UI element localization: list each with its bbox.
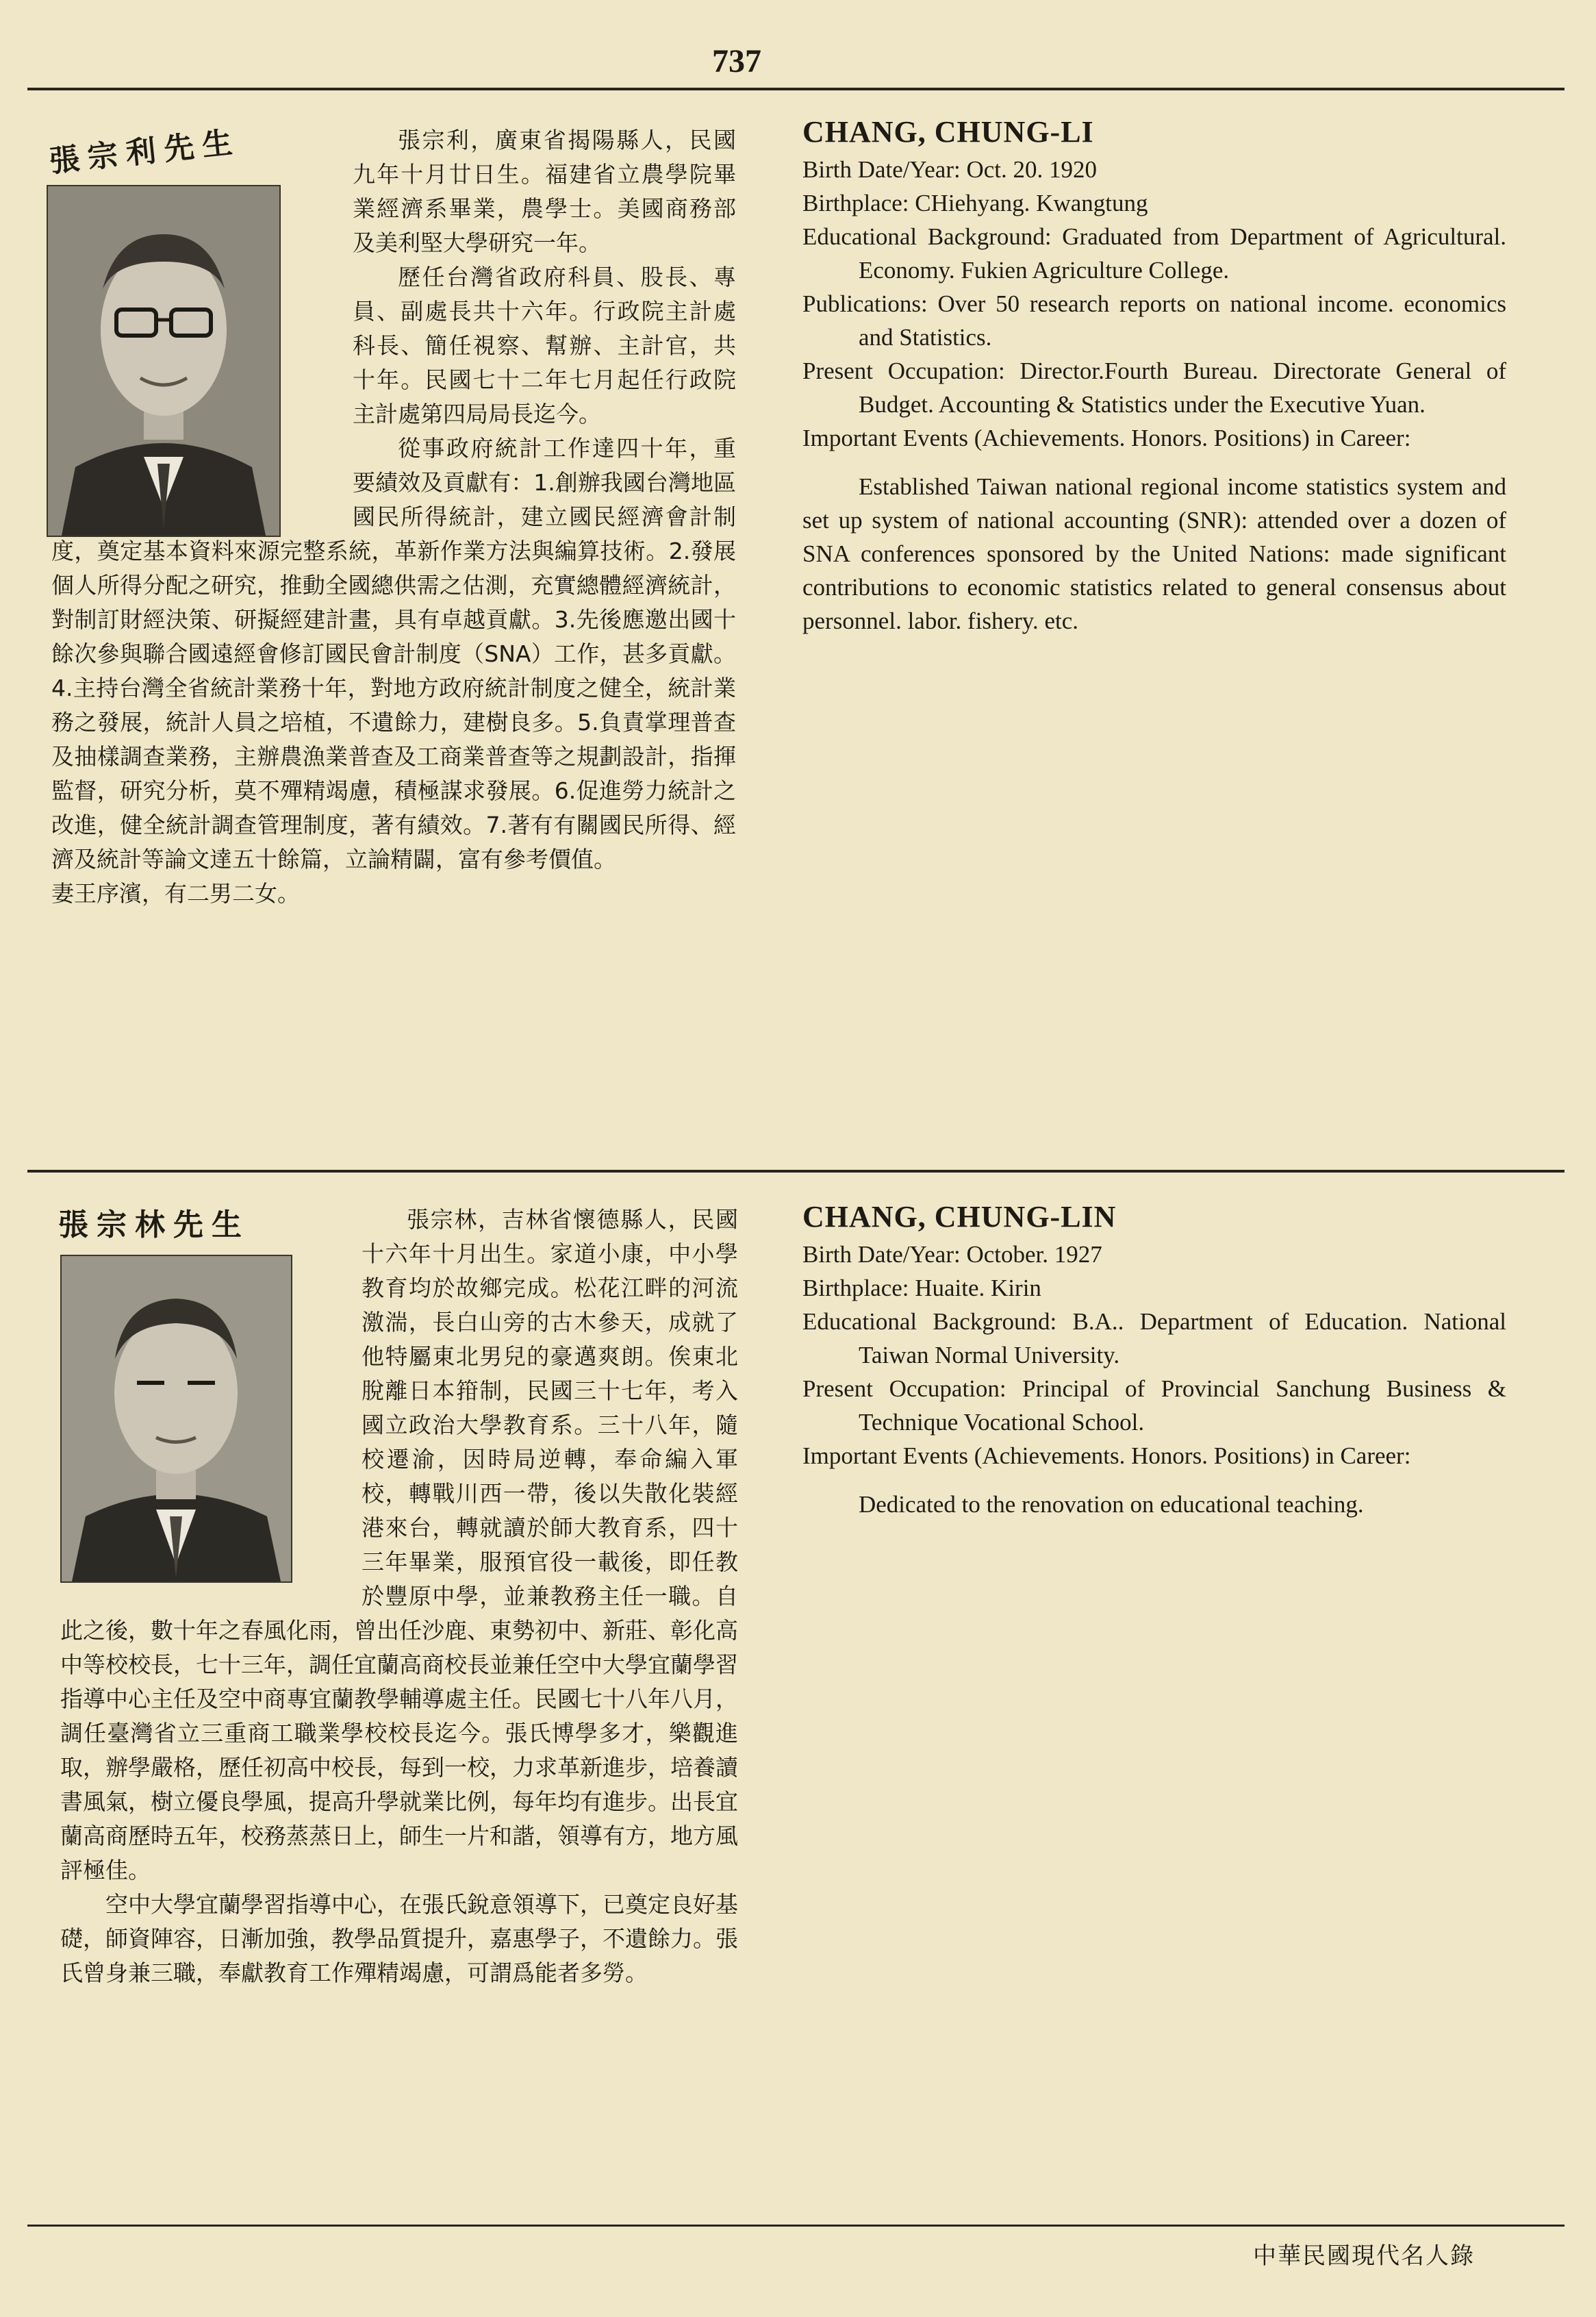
present-occupation: Present Occupation: Principal of Provincial Sanchung Business & Technique Vocational School. [802, 1375, 1506, 1436]
important-events-label: Important Events (Achievements. Honors. Positions) in Career: [802, 425, 1411, 451]
birthplace: Birthplace: CHiehyang. Kwangtung [802, 190, 1148, 216]
footer-rule [27, 2225, 1565, 2227]
biography-entry [0, 1173, 1596, 2220]
english-name-heading: CHANG, CHUNG-LIN [802, 1200, 1117, 1233]
education: Educational Background: Graduated from Department of Agricultural. Economy. Fukien Agriculture College. [802, 223, 1506, 284]
portrait-image [62, 1256, 291, 1581]
chinese-paragraph: 歷任台灣省政府科員、股長、專員、副處長共十六年。行政院主計處科長、簡任視察、幫辦、主計官，共十年。民國七十二年七月起任行政院主計處第四局局長迄今。 [353, 264, 736, 427]
education: Educational Background: B.A.. Department of Education. National Taiwan Normal University. [802, 1308, 1506, 1368]
present-occupation: Present Occupation: Director.Fourth Bureau. Directorate General of Budget. Accounting & Statistics under the Executive Yuan. [802, 358, 1506, 418]
portrait-photo [47, 185, 281, 537]
chinese-paragraph: 張宗林，吉林省懷德縣人，民國十六年十月出生。家道小康，中小學教育均於故鄉完成。松花江畔的河流激湍，長白山旁的古木參天，成就了他特屬東北男兒的豪邁爽朗。俟東北脫離日本箝制，民國三十七年，考入國立政治大學教育系。三十八年，隨校遷渝，因時局逆轉，奉命編入軍校，轉戰川西一帶，後以失散化裝經港來台，轉就讀於師大教育系，四十三年畢業，服預官役一載後，即任教於豐原中學，並兼教務主任一職。自此之後，數十年之春風化雨，曾出任沙鹿、東勢初中、新莊、彰化高中等校校長，七十三年，調任宜蘭高商校長並兼任空中大學宜蘭學習指導中心主任及空中商專宜蘭教學輔導處主任。民國七十八年八月，調任臺灣省立三重商工職業學校校長迄今。張氏博學多才，樂觀進取，辦學嚴格，歷任初高中校長，每到一校，力求革新進步，培養讀書風氣，樹立優良學風，提高升學就業比例，每年均有進步。出長宜蘭高商歷時五年，校務蒸蒸日上，師生一片和諧，領導有方，地方風評極佳。 [60, 1206, 738, 1883]
portrait-image [48, 186, 279, 536]
english-name-heading: CHANG, CHUNG-LI [802, 115, 1094, 149]
page-number: 737 [712, 43, 761, 79]
important-events-text: Dedicated to the renovation on educational teaching. [859, 1491, 1364, 1518]
birth-date: Birth Date/Year: Oct. 20. 1920 [802, 156, 1097, 183]
birth-date: Birth Date/Year: October. 1927 [802, 1241, 1102, 1268]
chinese-paragraph: 張宗利，廣東省揭陽縣人，民國九年十月廿日生。福建省立農學院畢業經濟系畢業，農學士。美國商務部及美利堅大學研究一年。 [353, 127, 736, 256]
portrait-photo [60, 1255, 292, 1583]
chinese-paragraph: 從事政府統計工作達四十年，重要績效及貢獻有：1.創辦我國台灣地區國民所得統計，建立國民經濟會計制度，奠定基本資料來源完整系統，革新作業方法與編算技術。2.發展個人所得分配之研究，推動全國總供需之估測，充實總體經濟統計，對制訂財經決策、研擬經建計畫，具有卓越貢獻。3.先後應邀出國十餘次參與聯合國遠經會修訂國民會計制度（SNA）工作，甚多貢獻。4.主持台灣全省統計業務十年，對地方政府統計制度之健全，統計業務之發展，統計人員之培植，不遺餘力，建樹良多。5.負責掌理普查及抽樣調查業務，主辦農漁業普查及工商業普查等之規劃設計，指揮監督，研究分析，莫不殫精竭慮，積極謀求發展。6.促進勞力統計之改進，健全統計調查管理制度，著有績效。7.著有有關國民所得、經濟及統計等論文達五十餘篇，立論精闢，富有參考價值。 [51, 435, 736, 873]
chinese-name-heading: 張宗利先生 [47, 124, 242, 179]
important-events-text: Established Taiwan national regional income statistics system and set up system of national accounting (SNR): attended over a dozen of SNA conferences sponsored by the United Nations: made significant contributions to economic statistics related to general consensus about personnel. labor. fishery. etc. [802, 473, 1506, 634]
english-biography [802, 115, 1506, 638]
book-title-footer: 中華民國現代名人錄 [1253, 2242, 1475, 2270]
publications: Publications: Over 50 research reports on national income. economics and Statistics. [802, 290, 1506, 351]
chinese-paragraph: 妻王序濱，有二男二女。 [51, 880, 300, 907]
chinese-paragraph: 空中大學宜蘭學習指導中心，在張氏銳意領導下，已奠定良好基礎，師資陣容，日漸加強，教學品質提升，嘉惠學子，不遺餘力。張氏曾身兼三職，奉獻教育工作殫精竭慮，可謂爲能者多勞。 [60, 1891, 738, 1986]
birthplace: Birthplace: Huaite. Kirin [802, 1275, 1041, 1301]
english-biography [802, 1200, 1506, 1521]
chinese-name-heading: 張宗林先生 [58, 1207, 250, 1242]
important-events-label: Important Events (Achievements. Honors. Positions) in Career: [802, 1442, 1411, 1469]
